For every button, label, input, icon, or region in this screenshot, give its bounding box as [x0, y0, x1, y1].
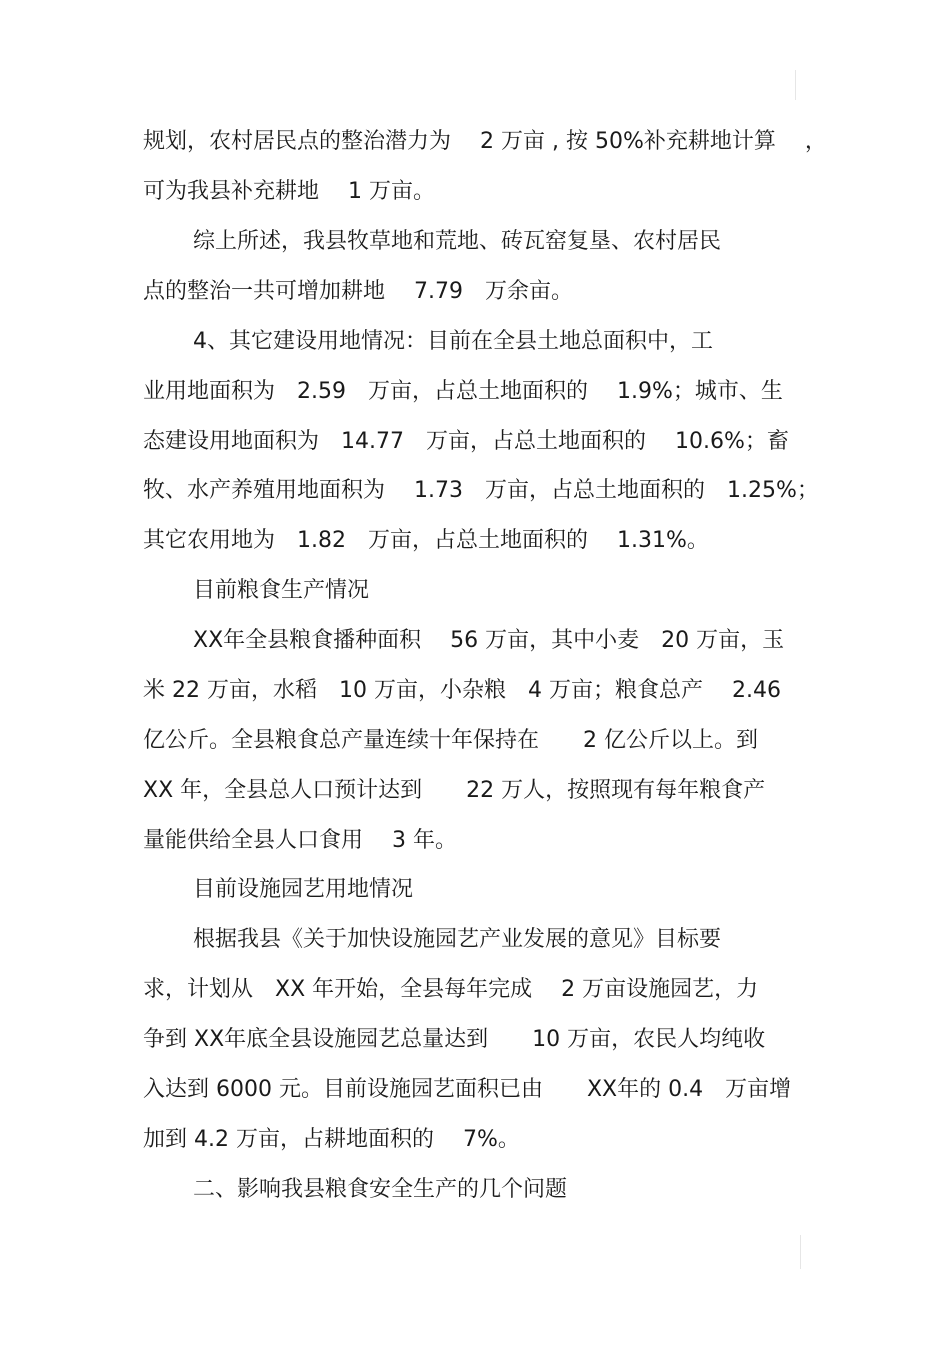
text-line: 4、其它建设用地情况：目前在全县土地总面积中，工: [193, 329, 713, 354]
text-line: 入达到 6000 元。目前设施园艺面积已由 XX年的 0.4 万亩增: [143, 1077, 792, 1102]
text-line: 争到 XX年底全县设施园艺总量达到 10 万亩，农民人均纯收: [143, 1027, 766, 1052]
text-line: 量能供给全县人口食用 3 年。: [143, 828, 457, 853]
text-line: XX年全县粮食播种面积 56 万亩，其中小麦 20 万亩，玉: [193, 628, 785, 653]
text-line: 态建设用地面积为 14.77 万亩，占总土地面积的 10.6%；畜: [143, 429, 789, 454]
text-line: 点的整治一共可增加耕地 7.79 万余亩。: [143, 279, 573, 304]
text-line: 可为我县补充耕地 1 万亩。: [143, 179, 435, 204]
text-line: 综上所述，我县牧草地和荒地、砖瓦窑复垦、农村居民: [193, 229, 722, 254]
section-heading: 目前设施园艺用地情况: [193, 877, 414, 902]
page-edge-mark: [795, 70, 796, 100]
text-line: 牧、水产养殖用地面积为 1.73 万亩，占总土地面积的 1.25%；: [143, 478, 819, 503]
text-line: 业用地面积为 2.59 万亩，占总土地面积的 1.9%；城市、生: [143, 379, 783, 404]
text-line: 根据我县《关于加快设施园艺产业发展的意见》目标要: [193, 927, 722, 952]
text-line: 加到 4.2 万亩，占耕地面积的 7%。: [143, 1127, 520, 1152]
text-line: 其它农用地为 1.82 万亩，占总土地面积的 1.31%。: [143, 528, 709, 553]
section-heading: 目前粮食生产情况: [193, 578, 370, 603]
page-edge-mark: [800, 1235, 801, 1269]
text-line: 米 22 万亩，水稻 10 万亩，小杂粮 4 万亩；粮食总产 2.46: [143, 678, 781, 703]
text-line: XX 年，全县总人口预计达到 22 万人，按照现有每年粮食产: [143, 778, 766, 803]
section-heading: 二、影响我县粮食安全生产的几个问题: [193, 1177, 568, 1202]
text-line: 求，计划从 XX 年开始，全县每年完成 2 万亩设施园艺，力: [143, 977, 759, 1002]
text-line: 亿公斤。全县粮食总产量连续十年保持在 2 亿公斤以上。到: [143, 728, 758, 753]
text-line: 规划，农村居民点的整治潜力为 2 万亩 , 按 50%补充耕地计算 ，: [143, 129, 827, 154]
